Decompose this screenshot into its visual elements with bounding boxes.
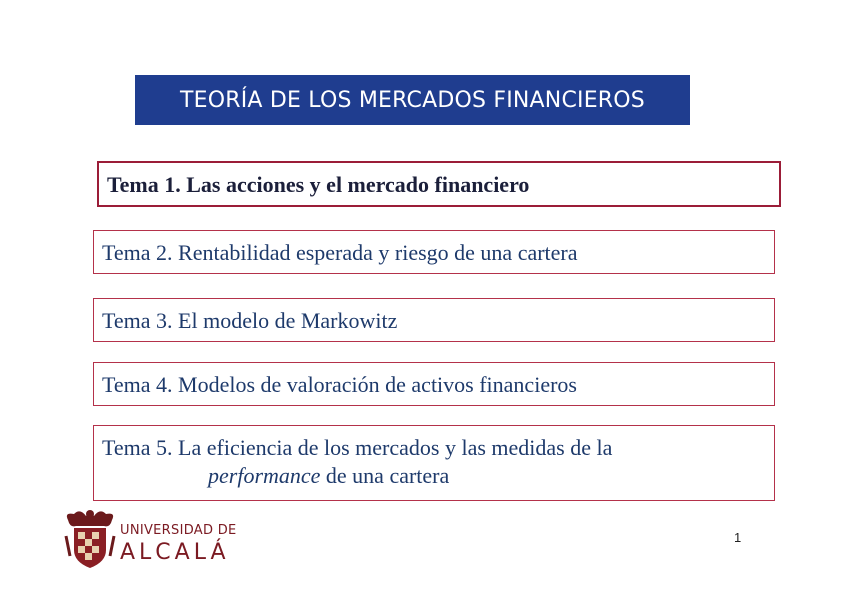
tema-5-label-line1: Tema 5. La eficiencia de los mercados y las medidas de la xyxy=(102,435,613,460)
tema-2-box[interactable] xyxy=(93,230,775,274)
tema-5-box[interactable] xyxy=(93,425,775,501)
tema-3-label: Tema 3. El modelo de Markowitz xyxy=(102,308,398,333)
tema-5-label-italic: performance xyxy=(208,463,321,488)
tema-2-label: Tema 2. Rentabilidad esperada y riesgo de una cartera xyxy=(102,240,578,265)
logo-university-de: UNIVERSIDAD DE xyxy=(120,523,237,538)
tema-3-box[interactable] xyxy=(93,298,775,342)
tema-5-label-line2 xyxy=(102,462,766,490)
slide-title: TEORÍA DE LOS MERCADOS FINANCIEROS xyxy=(135,75,690,125)
page-number: 1 xyxy=(734,530,742,545)
logo-alcala: ALCALÁ xyxy=(120,540,230,565)
tema-1-label: Tema 1. Las acciones y el mercado financiero xyxy=(107,172,530,197)
tema-4-label: Tema 4. Modelos de valoración de activos financieros xyxy=(102,372,577,397)
university-crest-icon xyxy=(60,506,120,572)
tema-1-box[interactable] xyxy=(97,161,781,207)
tema-4-box[interactable] xyxy=(93,362,775,406)
tema-5-label-rest: de una cartera xyxy=(320,463,450,488)
